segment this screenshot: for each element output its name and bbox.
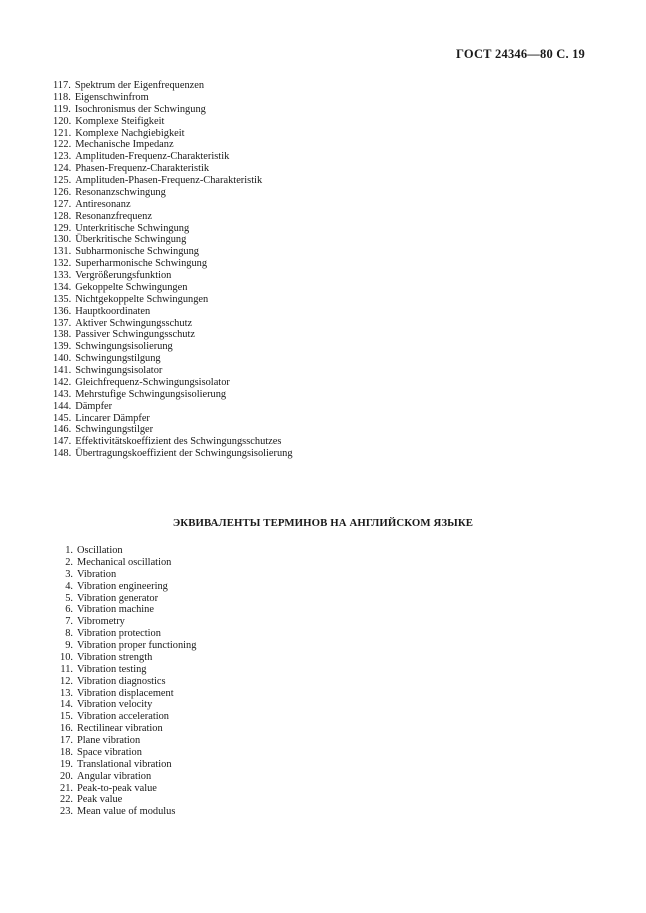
term-item <box>53 771 196 783</box>
term-item <box>53 139 293 151</box>
term-text: Antiresonanz <box>75 198 131 210</box>
term-number: 136. <box>53 305 72 317</box>
term-number: 130. <box>53 234 72 246</box>
term-text: Subharmonische Schwingung <box>75 246 199 258</box>
term-number: 10. <box>60 651 73 663</box>
term-item <box>53 688 196 700</box>
term-text: Vibration engineering <box>77 580 168 592</box>
term-text: Angular vibration <box>77 770 152 782</box>
term-number: 131. <box>53 246 72 258</box>
term-item <box>53 569 196 581</box>
term-number: 18. <box>60 746 73 758</box>
term-item <box>53 163 293 175</box>
term-number: 2. <box>65 556 73 568</box>
term-number: 11. <box>60 663 73 675</box>
term-item <box>53 676 196 688</box>
term-number: 144. <box>53 400 72 412</box>
term-number: 132. <box>53 258 72 270</box>
term-item <box>53 377 293 389</box>
term-text: Vibration velocity <box>77 699 153 711</box>
term-item <box>53 80 293 92</box>
term-text: Rectilinear vibration <box>77 723 163 735</box>
term-number: 121. <box>53 127 72 139</box>
term-text: Schwingungstilgung <box>75 353 161 365</box>
term-number: 14. <box>60 699 73 711</box>
term-number: 122. <box>53 139 72 151</box>
term-item <box>53 199 293 211</box>
term-text: Vibration machine <box>77 604 154 616</box>
term-item <box>53 759 196 771</box>
term-number: 3. <box>65 568 73 580</box>
term-number: 4. <box>65 580 73 592</box>
term-item <box>53 151 293 163</box>
term-item <box>53 294 293 306</box>
term-text: Vibration displacement <box>77 687 174 699</box>
term-item <box>53 783 196 795</box>
term-item <box>53 628 196 640</box>
term-text: Vibration diagnostics <box>77 675 166 687</box>
term-item <box>53 545 196 557</box>
term-number: 5. <box>65 592 73 604</box>
term-item <box>53 282 293 294</box>
term-item <box>53 747 196 759</box>
term-item <box>53 116 293 128</box>
term-number: 140. <box>53 353 72 365</box>
term-item <box>53 401 293 413</box>
term-number: 17. <box>60 735 73 746</box>
term-text: Mean value of modulus <box>77 806 176 818</box>
section-heading: ЭКВИВАЛЕНТЫ ТЕРМИНОВ НА АНГЛИЙСКОМ ЯЗЫКЕ <box>172 517 474 529</box>
term-item <box>53 424 293 436</box>
term-text: Effektivitätskoeffizient des Schwingungsschutzes <box>75 436 282 448</box>
term-number: 147. <box>53 436 72 448</box>
term-item <box>53 92 293 104</box>
term-item <box>53 258 293 270</box>
term-number: 124. <box>53 163 72 175</box>
term-text: Eigenschwinfrom <box>74 91 149 103</box>
term-text: Vibration <box>77 568 117 580</box>
term-text: Vergrößerungsfunktion <box>75 270 172 281</box>
term-item <box>53 223 293 235</box>
term-number: 119. <box>53 103 71 115</box>
term-item <box>53 306 293 318</box>
english-terms-list <box>53 545 196 818</box>
term-item <box>53 187 293 199</box>
term-item <box>53 616 196 628</box>
term-item <box>53 353 293 365</box>
term-item <box>53 581 196 593</box>
german-terms-list <box>53 80 293 460</box>
term-text: Isochronismus der Schwingung <box>74 103 206 115</box>
term-text: Oscillation <box>77 545 123 556</box>
term-number: 7. <box>65 616 73 628</box>
term-text: Dämpfer <box>75 400 113 412</box>
term-text: Mehrstufige Schwingungsisolierung <box>75 388 227 400</box>
term-number: 148. <box>53 448 72 460</box>
term-text: Vibrometry <box>77 616 125 628</box>
term-text: Phasen-Frequenz-Charakteristik <box>75 163 210 175</box>
term-number: 6. <box>65 604 73 616</box>
term-number: 120. <box>53 115 72 127</box>
term-item <box>53 413 293 425</box>
term-item <box>53 234 293 246</box>
term-number: 135. <box>53 293 72 305</box>
term-number: 13. <box>60 687 73 699</box>
term-text: Gekoppelte Schwingungen <box>75 281 188 293</box>
term-item <box>53 389 293 401</box>
term-item <box>53 341 293 353</box>
term-item <box>53 699 196 711</box>
term-text: Mechanische Impedanz <box>75 139 174 151</box>
term-item <box>53 640 196 652</box>
term-text: Resonanzfrequenz <box>75 210 152 222</box>
term-number: 143. <box>53 388 72 400</box>
term-text: Resonanzschwingung <box>75 186 166 198</box>
term-number: 126. <box>53 186 72 198</box>
term-item <box>53 246 293 258</box>
term-text: Vibration testing <box>77 663 147 675</box>
term-text: Überkritische Schwingung <box>75 234 187 246</box>
term-text: Aktiver Schwingungsschutz <box>75 317 193 329</box>
term-number: 22. <box>60 794 73 806</box>
term-item <box>53 794 196 806</box>
term-item <box>53 652 196 664</box>
term-number: 16. <box>60 723 73 735</box>
term-number: 142. <box>53 376 72 388</box>
term-text: Nichtgekoppelte Schwingungen <box>75 293 209 305</box>
term-item <box>53 735 196 747</box>
term-number: 141. <box>53 365 72 376</box>
term-text: Vibration generator <box>77 592 159 604</box>
term-text: Vibration acceleration <box>77 711 169 723</box>
term-item <box>53 593 196 605</box>
term-item <box>53 723 196 735</box>
term-item <box>53 806 196 818</box>
term-item <box>53 104 293 116</box>
term-text: Vibration strength <box>77 651 153 663</box>
term-text: Vibration protection <box>77 628 161 640</box>
term-number: 129. <box>53 222 72 234</box>
term-text: Gleichfrequenz-Schwingungsisolator <box>75 376 230 388</box>
term-item <box>53 604 196 616</box>
term-text: Schwingungsisolierung <box>75 341 173 353</box>
term-text: Vibration proper functioning <box>77 640 197 651</box>
term-text: Peak-to-peak value <box>77 782 157 794</box>
term-text: Space vibration <box>77 746 142 758</box>
term-number: 23. <box>60 806 73 818</box>
term-text: Amplituden-Frequenz-Charakteristik <box>75 151 230 163</box>
term-number: 133. <box>53 270 72 281</box>
term-text: Übertragungskoeffizient der Schwingungsisolierung <box>75 448 293 460</box>
term-number: 127. <box>53 198 72 210</box>
term-number: 145. <box>53 412 72 424</box>
term-item <box>53 436 293 448</box>
term-number: 139. <box>53 341 72 353</box>
term-text: Peak value <box>77 794 123 806</box>
term-item <box>53 448 293 460</box>
term-text: Hauptkoordinaten <box>75 305 151 317</box>
term-text: Komplexe Nachgiebigkeit <box>75 127 185 139</box>
term-text: Komplexe Steifigkeit <box>75 115 165 127</box>
term-text: Superharmonische Schwingung <box>75 258 208 270</box>
term-number: 138. <box>53 329 72 341</box>
term-number: 15. <box>60 711 73 723</box>
term-item <box>53 175 293 187</box>
term-number: 137. <box>53 317 72 329</box>
term-number: 19. <box>60 758 73 770</box>
term-text: Translational vibration <box>77 758 172 770</box>
term-item <box>53 329 293 341</box>
term-number: 125. <box>53 175 72 186</box>
term-text: Schwingungsisolator <box>75 365 163 376</box>
term-text: Unterkritische Schwingung <box>75 222 190 234</box>
term-number: 20. <box>60 770 73 782</box>
term-number: 146. <box>53 424 72 436</box>
term-number: 9. <box>65 640 73 651</box>
term-item <box>53 664 196 676</box>
term-number: 21. <box>60 782 73 794</box>
term-number: 118. <box>53 91 71 103</box>
term-text: Lincarer Dämpfer <box>75 412 150 424</box>
term-number: 1. <box>65 545 73 556</box>
term-item <box>53 211 293 223</box>
term-number: 8. <box>65 628 73 640</box>
term-item <box>53 318 293 330</box>
term-text: Amplituden-Phasen-Frequenz-Charakteristik <box>75 175 263 186</box>
term-number: 12. <box>60 675 73 687</box>
term-item <box>53 365 293 377</box>
term-number: 128. <box>53 210 72 222</box>
page-header: ГОСТ 24346—80 С. 19 <box>456 47 585 61</box>
term-number: 134. <box>53 281 72 293</box>
term-text: Spektrum der Eigenfrequenzen <box>74 80 205 91</box>
term-text: Passiver Schwingungsschutz <box>75 329 195 341</box>
term-text: Mechanical oscillation <box>77 556 172 568</box>
term-number: 123. <box>53 151 72 163</box>
term-item <box>53 270 293 282</box>
term-number: 117. <box>53 80 71 91</box>
term-item <box>53 128 293 140</box>
term-item <box>53 711 196 723</box>
term-text: Plane vibration <box>77 735 141 746</box>
term-text: Schwingungstilger <box>75 424 154 436</box>
term-item <box>53 557 196 569</box>
